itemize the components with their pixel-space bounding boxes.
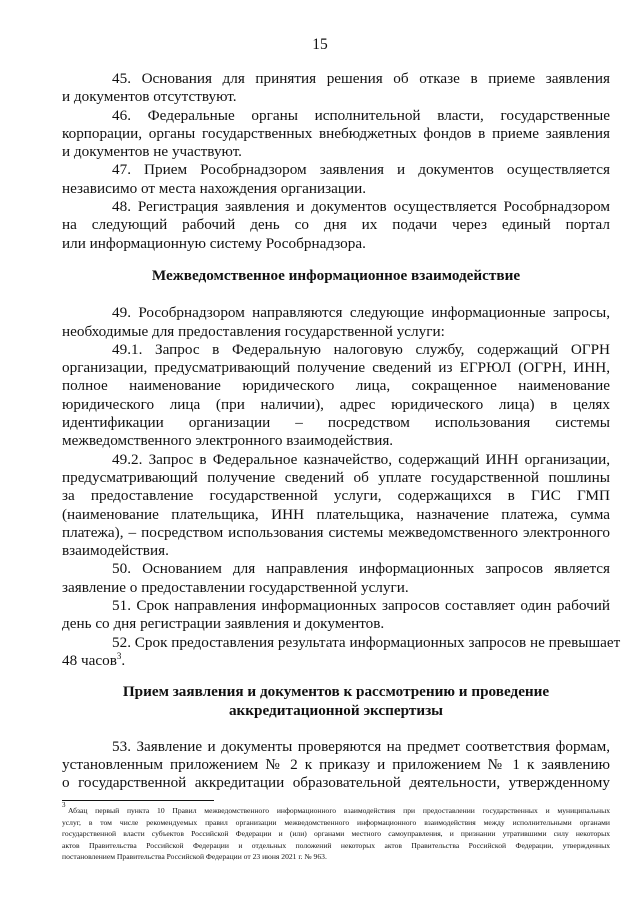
paragraph-49 <box>62 304 610 341</box>
text-line: предусматривающий получение сведений об уплате государственной пошлины <box>62 468 610 486</box>
paragraph-50 <box>62 560 610 597</box>
footnote <box>62 801 610 863</box>
text-line: межведомственного электронного взаимодействия. <box>62 432 394 450</box>
paragraph-52 <box>62 633 621 671</box>
page-number: 15 <box>312 36 328 53</box>
text-line: организации, предусматривающий получение сведений из ЕГРЮЛ (ОГРН, ИНН, <box>62 359 610 377</box>
paragraph-45 <box>62 70 610 107</box>
text-line: 48 часов$^3$. <box>62 650 126 669</box>
footnote-line: услуг, в том числе рекомендуемых правил организации межведомственного информационного взаимодействия между исполнительными органами <box>62 817 610 827</box>
text-line: юридического лица (при наличии), адрес юридического лица) в целях <box>62 395 610 413</box>
paragraph-46 <box>62 107 610 162</box>
paragraph-51 <box>62 597 610 634</box>
text-line: корпорации, органы государственных внебюджетных фондов в приеме заявления <box>62 124 610 142</box>
footnote-line: актов Правительства Российской Федерации и отдельных положений некоторых актов Правительства Российской Федерации, утвержденных <box>62 840 610 850</box>
heading-line: аккредитационной экспертизы <box>228 701 444 719</box>
text-line: платежа), – посредством использования системы межведомственного электронного <box>62 523 610 541</box>
text-line: 47. Прием Рособрнадзором заявления и документов осуществляется <box>112 161 610 179</box>
text-line: о государственной аккредитации образовательной деятельности, утвержденному <box>62 774 610 792</box>
paragraph-48 <box>62 198 610 253</box>
paragraph-49-1 <box>62 341 610 451</box>
text-line: 49. Рособрнадзором направляются следующие информационные запросы, <box>112 304 610 322</box>
paragraph-53 <box>62 738 610 793</box>
page-body <box>62 70 621 793</box>
text-line: на следующий рабочий день со дня их подачи через единый портал <box>62 216 610 234</box>
footnote-line: Абзац первый пункта 10 Правил межведомственного информационного взаимодействия при предоставлении государственных и муниципальных <box>68 806 610 815</box>
footnote-marker: 3 <box>62 801 66 809</box>
text-line: независимо от места нахождения организации. <box>62 179 367 197</box>
text-line: 49.2. Запрос в Федеральное казначейство, содержащий ИНН организации, <box>112 450 610 468</box>
text-line: за предоставление государственной услуги, содержащихся в ГИС ГМП <box>62 487 610 505</box>
text-line: день со дня регистрации заявления и документов. <box>62 615 385 633</box>
paragraph-47 <box>62 161 610 198</box>
text-line: 52. Срок предоставления результата информационных запросов не превышает <box>112 633 621 651</box>
text-line: или информационную систему Рособрнадзора. <box>62 234 366 252</box>
text-line: полное наименование юридического лица, сокращенное наименование <box>62 377 610 395</box>
heading-line: Прием заявления и документов к рассмотрению и проведение <box>122 683 550 701</box>
text-line: 49.1. Запрос в Федеральную налоговую службу, содержащий ОГРН <box>112 340 610 358</box>
text-line: необходимые для предоставления государственной услуги: <box>62 322 445 340</box>
text-line: 53. Заявление и документы проверяются на предмет соответствия формам, <box>112 737 610 755</box>
footnote-reference: 3 <box>116 650 122 661</box>
section-heading-reception <box>62 683 610 720</box>
footnote-divider <box>62 800 214 801</box>
text-line: 50. Основанием для направления информационных запросов является <box>112 560 610 578</box>
section-heading-interagency: Межведомственное информационное взаимодействие <box>151 266 521 284</box>
text-line: 46. Федеральные органы исполнительной власти, государственные <box>112 106 610 124</box>
paragraph-49-2 <box>62 451 610 561</box>
footnote-line: государственной власти субъектов Российской Федерации и (или) органами местного самоуправления, и признании утратившими силу некоторых <box>62 829 610 838</box>
text-line: взаимодействия. <box>62 542 169 560</box>
text-line: 45. Основания для принятия решения об отказе в приеме заявления <box>112 70 610 87</box>
text-line: 51. Срок направления информационных запросов составляет один рабочий <box>112 597 610 615</box>
text-line: заявление о предоставлении государственной услуги. <box>62 578 409 596</box>
text-line: и документов не участвуют. <box>62 143 242 161</box>
text-line: и документов отсутствуют. <box>62 88 237 106</box>
text-line: идентификации организации – посредством использования системы <box>62 414 610 432</box>
text-line-end: 48 часов <box>62 651 117 669</box>
text-line: установленным приложением № 2 к приказу и приложением № 1 к заявлению <box>62 756 610 774</box>
footnote-line: постановлением Правительства Российской Федерации от 23 июня 2021 г. № 963. <box>62 852 327 861</box>
text-line: (наименование плательщика, ИНН плательщика, назначение платежа, сумма <box>62 505 610 523</box>
text-line: 48. Регистрация заявления и документов осуществляется Рособрнадзором <box>112 198 610 216</box>
